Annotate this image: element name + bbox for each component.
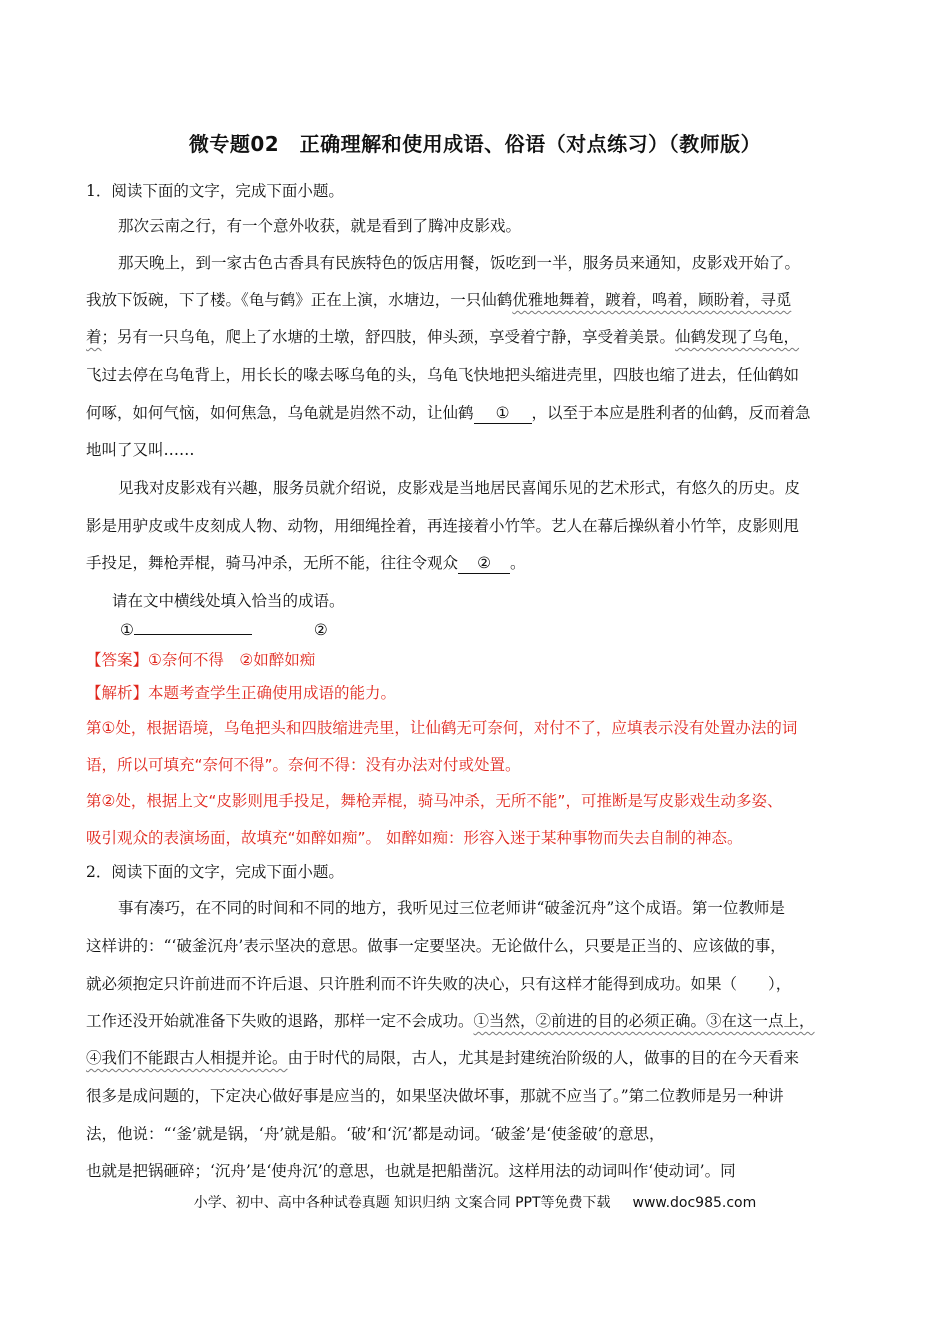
passage-1-line: 影是用驴皮或牛皮刻成人物、动物，用细绳拴着，再连接着小竹竿。艺人在幕后操纵着小竹竿，皮影则甩 <box>86 517 800 535</box>
analysis-line: 吸引观众的表演场面，故填充“如醉如痴”。 如醉如痴：形容入迷于某种事物而失去自制的神态。 <box>86 829 743 847</box>
passage-2-line: 工作还没开始就准备下失败的退路，那样一定不会成功。①当然，②前进的目的必须正确。③在这一点上， <box>86 1012 815 1030</box>
passage-1-line: 飞过去停在乌龟背上，用长长的喙去啄乌龟的头，乌龟飞快地把头缩进壳里，四肢也缩了进去，任仙鹤如 <box>86 366 800 384</box>
page-title: 微专题02 正确理解和使用成语、俗语（对点练习）（教师版） <box>188 132 762 156</box>
answer: 【答案】①奈何不得 ②如醉如痴 <box>86 651 316 669</box>
question-2-prompt: 2．阅读下面的文字，完成下面小题。 <box>86 863 344 881</box>
instruction: 请在文中横线处填入恰当的成语。 <box>112 592 345 610</box>
footer-url[interactable]: www.doc985.com <box>632 1195 757 1211</box>
passage-1-paragraph-1: 那次云南之行，有一个意外收获，就是看到了腾冲皮影戏。 <box>118 217 522 235</box>
analysis-line: 第②处，根据上文“皮影则甩手投足，舞枪弄棍，骑马冲杀，无所不能”，可推断是写皮影戏生动多姿、 <box>86 792 783 810</box>
passage-1-line: 那天晚上，到一家古色古香具有民族特色的饭店用餐，饭吃到一半，服务员来通知，皮影戏开始了。 <box>118 254 801 272</box>
passage-2-line: 也就是把锅砸碎；‘沉舟’是‘使舟沉’的意思，也就是把船凿沉。这样用法的动词叫作‘使动词’。同 <box>86 1162 736 1180</box>
passage-2-line: 事有凑巧，在不同的时间和不同的地方，我听见过三位老师讲“破釜沉舟”这个成语。第一位教师是 <box>118 899 785 917</box>
passage-1-line: 手投足，舞枪弄棍，骑马冲杀，无所不能，往往令观众 ② 。 <box>86 554 526 572</box>
answer-blank-1[interactable] <box>134 634 252 635</box>
passage-2-line: 很多是成问题的，下定决心做好事是应当的，如果坚决做坏事，那就不应当了。”第二位教师是另一种讲 <box>86 1087 784 1105</box>
passage-1-line: 着；另有一只乌龟，爬上了水塘的土墩，舒四肢，伸头颈，享受着宁静，享受着美景。仙鹤发现了乌龟， <box>86 328 800 346</box>
passage-2-line: ④我们不能跟古人相提并论。由于时代的局限，古人，尤其是封建统治阶级的人，做事的目的在今天看来 <box>86 1049 800 1067</box>
passage-1-line: 见我对皮影戏有兴趣，服务员就介绍说，皮影戏是当地居民喜闻乐见的艺术形式，有悠久的历史。皮 <box>118 479 801 497</box>
wavy-underline-text: 优雅地舞着，踱着，鸣着，顾盼着，寻觅 <box>512 291 792 309</box>
answer-blanks: ① ② <box>120 621 328 639</box>
blank-2: ② <box>458 553 510 574</box>
page-footer <box>0 1192 950 1212</box>
footer-text: 小学、初中、高中各种试卷真题 知识归纳 文案合同 PPT等免费下载 <box>193 1195 611 1211</box>
passage-2-line: 这样讲的：“‘破釜沉舟’表示坚决的意思。做事一定要坚决。无论做什么，只要是正当的、应该做的事， <box>86 937 786 955</box>
question-1-prompt: 1．阅读下面的文字，完成下面小题。 <box>86 182 344 200</box>
passage-1-line: 我放下饭碗，下了楼。《龟与鹤》正在上演，水塘边，一只仙鹤优雅地舞着，踱着，鸣着，顾盼着，寻觅 <box>86 291 792 309</box>
passage-2-line: 法，他说：“‘釜’就是锅，‘舟’就是船。‘破’和‘沉’都是动词。‘破釜’是‘使釜破’的意思， <box>86 1125 665 1143</box>
passage-1-line: 何啄，如何气恼，如何焦急，乌龟就是岿然不动，让仙鹤 ① ，以至于本应是胜利者的仙鹤，反而着急 <box>86 404 811 422</box>
wavy-underline-text: 仙鹤发现了乌龟， <box>675 328 800 346</box>
passage-1-line: 地叫了又叫…… <box>86 441 195 459</box>
wavy-underline-text: ①当然，②前进的目的必须正确。③在这一点上， <box>473 1012 815 1030</box>
analysis-line: 语，所以可填充“奈何不得”。奈何不得：没有办法对付或处置。 <box>86 756 521 774</box>
analysis: 【解析】本题考查学生正确使用成语的能力。 <box>86 684 397 702</box>
analysis-line: 第①处，根据语境，乌龟把头和四肢缩进壳里，让仙鹤无可奈何，对付不了，应填表示没有处置办法的词 <box>86 719 798 737</box>
blank-1: ① <box>474 403 532 424</box>
wavy-underline-text: ④我们不能跟古人相提并论。 <box>86 1049 288 1067</box>
passage-2-line: 就必须抱定只许前进而不许后退、只许胜利而不许失败的决心，只有这样才能得到成功。如果（ ）， <box>86 975 792 993</box>
